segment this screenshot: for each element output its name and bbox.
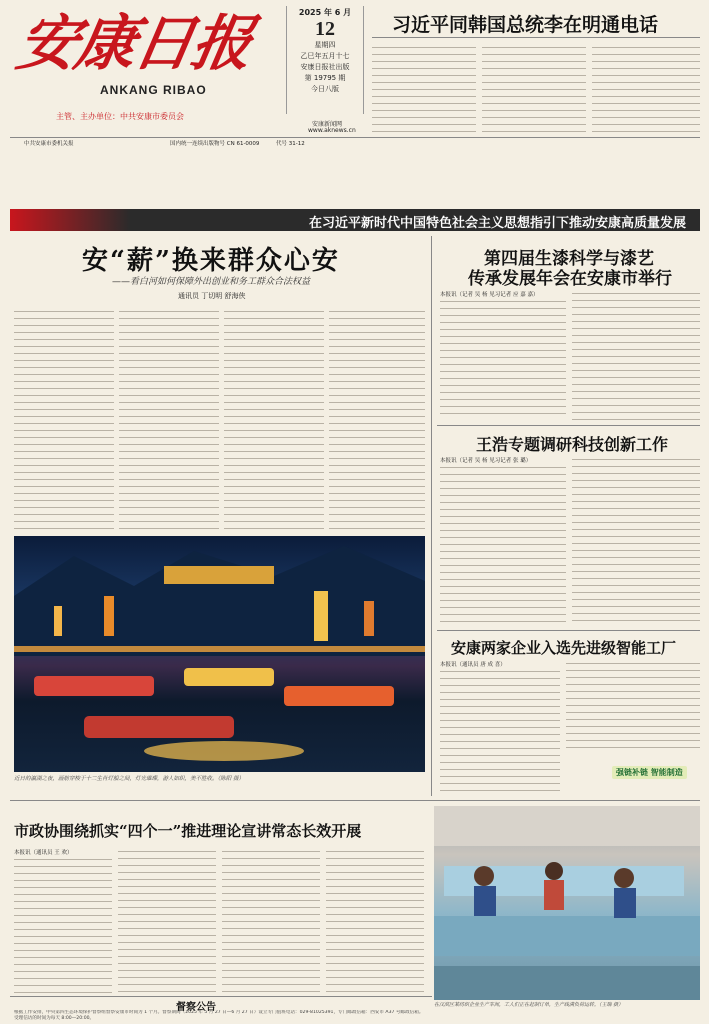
lead-col2 (119, 308, 219, 532)
politics-col2 (118, 848, 216, 996)
date-line: 2025 年 6 月 (298, 8, 352, 17)
lacquer-byline: 本报讯（记者 吴 杨 见习记者 应 嘉 嘉） (440, 292, 539, 298)
lacquer-col2 (572, 290, 700, 420)
lead-photo (14, 536, 425, 772)
lacquer-col1 (440, 298, 566, 420)
lead-col4 (329, 308, 425, 532)
banner-red-bar (10, 209, 130, 231)
factory-photo-art (434, 806, 700, 1000)
politics-top-rule (10, 800, 700, 801)
factory-col2 (566, 660, 700, 750)
wang-col2 (572, 456, 700, 624)
politics-col4 (326, 848, 424, 996)
lacquer-headline-2[interactable]: 传承发展年会在安康市举行 (468, 269, 672, 289)
top-story-col3 (592, 44, 700, 132)
lead-byline: 通讯员 丁切明 舒海侠 (178, 292, 246, 300)
factory-overlay-badge: 强链补链 智能制造 (612, 766, 687, 779)
issue-number: 第 19795 期 (304, 74, 346, 82)
wang-byline: 本报讯（记者 吴 杨 见习记者 张 璐） (440, 458, 532, 464)
lead-photo-caption: 近日的瀛湖之夜，画舫穿梭于十二生肖灯船之间，灯光璀璨，游人如织，美不胜收。（陈阳 摄） (14, 776, 245, 782)
lead-subhead: ——看白河如何保障外出创业和务工群众合法权益 (112, 277, 311, 287)
lead-col3 (224, 308, 324, 532)
wang-col1 (440, 464, 566, 624)
lead-headline[interactable]: 安“薪”换来群众心安 (82, 246, 340, 276)
section-banner (10, 209, 700, 231)
masthead-rule (10, 137, 700, 138)
wang-headline[interactable]: 王浩专题调研科技创新工作 (476, 435, 669, 454)
date-day: 12 (315, 18, 335, 40)
politics-byline: 本报讯（通讯员 王 欢） (14, 850, 73, 856)
lead-photo-art (14, 536, 425, 772)
column-divider (431, 236, 432, 796)
masthead-footer-left: 中共安康市委机关报 (24, 141, 74, 147)
wang-rule (437, 630, 700, 631)
newspaper-pinyin: ANKANG RIBAO (100, 83, 207, 97)
notice-body: 根据工作安排，中央第四生态环境保护督察组督察安康市时间为 1 个月。督察期间（2025 年 5 月 27 日—6 月 27 日）设立专门值班电话：029-81025391，专门邮政信箱：西安市 A37 号邮政信箱。受理信访的时间为每天 8:00—20:00。 (14, 1010, 424, 1021)
web-label: 安康新闻网 (312, 121, 343, 128)
banner-text: 在习近平新时代中国特色社会主义思想指引下推动安康高质量发展 (308, 216, 686, 231)
masthead-footer-mid: 国内统一连续出版物号 CN 61-0009 (170, 141, 260, 147)
notice-box (10, 996, 432, 1023)
page-count: 今日八版 (311, 85, 339, 93)
top-headline[interactable]: 习近平同韩国总统李在明通电话 (392, 14, 659, 36)
date-lunar: 乙巳年五月十七 (300, 52, 350, 60)
newspaper-logo: 安康日报 (11, 9, 257, 79)
politics-col1 (14, 856, 112, 996)
lacquer-headline-1[interactable]: 第四届生漆科学与漆艺 (484, 249, 654, 269)
date-weekday: 星期四 (314, 41, 336, 49)
politics-col3 (222, 848, 320, 996)
factory-byline: 本报讯（通讯员 唐 成 喜） (440, 662, 506, 668)
factory-col1 (440, 668, 560, 792)
top-story-col2 (482, 44, 586, 132)
sponsor-line: 主管、主办单位：中共安康市委员会 (56, 112, 184, 121)
lacquer-rule (437, 425, 700, 426)
notice-title: 督察公告 (176, 1002, 216, 1013)
factory-headline[interactable]: 安康两家企业入选先进级智能工厂 (451, 639, 677, 657)
masthead (0, 0, 709, 146)
date-box (286, 6, 364, 114)
masthead-footer-right: 代号 31-12 (276, 141, 305, 147)
publisher: 安康日报社出版 (300, 63, 350, 71)
factory-photo-caption: 在汉滨区某纺织企业生产车间，工人们正在赶制订单，生产线满负荷运转。（王瑞 摄） (434, 1002, 624, 1008)
web-url[interactable]: www.aknews.cn (308, 127, 356, 134)
top-story-col1 (372, 44, 476, 132)
top-headline-rule (372, 37, 700, 38)
factory-photo (434, 806, 700, 1000)
politics-headline[interactable]: 市政协围绕抓实“四个一”推进理论宣讲常态长效开展 (14, 822, 362, 840)
lead-col1 (14, 308, 114, 532)
